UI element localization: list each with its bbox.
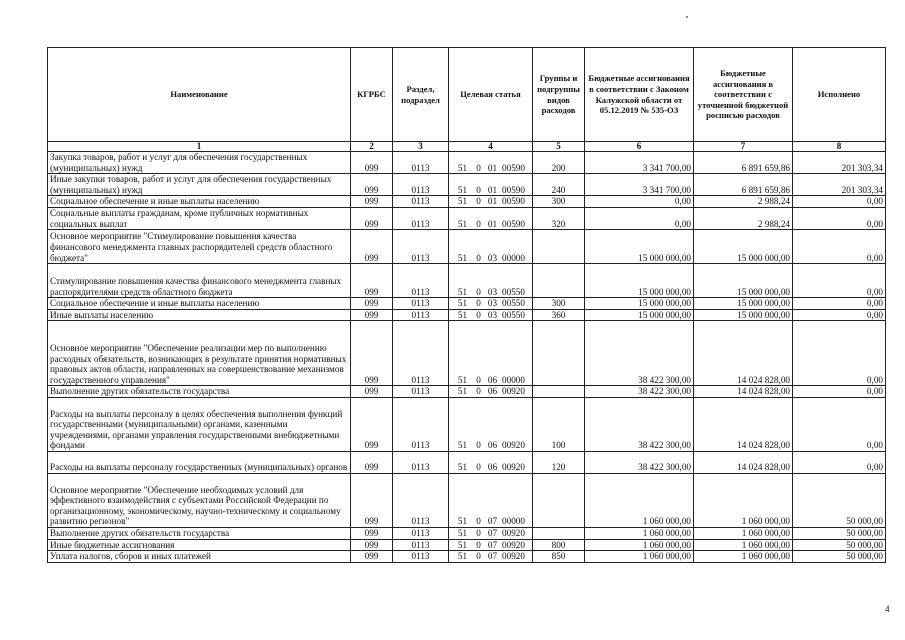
target-article-code <box>454 287 528 298</box>
target-article-code <box>454 551 528 562</box>
row-kgrbs: 099 <box>351 321 393 386</box>
row-group: 300 <box>533 298 585 310</box>
row-law-amount: 3 341 700,00 <box>585 174 694 196</box>
row-section: 0113 <box>393 309 449 321</box>
target-article-part: 00000 <box>502 374 525 385</box>
row-refined-amount: 1 060 000,00 <box>694 539 793 551</box>
row-executed-amount: 201 303,34 <box>793 174 886 196</box>
row-group: 240 <box>533 174 585 196</box>
target-article-code <box>454 516 528 527</box>
row-kgrbs: 099 <box>351 527 393 539</box>
table-row <box>48 451 886 473</box>
row-group: 300 <box>533 196 585 208</box>
column-number: 5 <box>533 142 585 152</box>
target-article-part: 06 <box>487 386 498 397</box>
row-name: Расходы на выплаты персоналу в целях обеспечения выполнения функций государственными (муниципальными) органами, казенными учреждениями, органами управления государственными внебюджетными фондами <box>48 397 351 451</box>
table-row <box>48 473 886 527</box>
row-section: 0113 <box>393 451 449 473</box>
target-article-part: 00920 <box>502 527 525 538</box>
row-refined-amount: 14 024 828,00 <box>694 321 793 386</box>
row-kgrbs: 099 <box>351 207 393 229</box>
target-article-part: 06 <box>487 374 498 385</box>
row-refined-amount: 14 024 828,00 <box>694 397 793 451</box>
row-refined-amount: 15 000 000,00 <box>694 230 793 264</box>
row-group: 360 <box>533 309 585 321</box>
row-refined-amount: 1 060 000,00 <box>694 551 793 563</box>
target-article-part: 00920 <box>502 551 525 562</box>
target-article-part: 00550 <box>502 309 525 320</box>
row-refined-amount: 15 000 000,00 <box>694 264 793 298</box>
column-number: 4 <box>449 142 533 152</box>
target-article-code <box>454 219 528 230</box>
row-section: 0113 <box>393 539 449 551</box>
table-row <box>48 397 886 451</box>
table-row <box>48 386 886 398</box>
target-article-part: 07 <box>487 551 498 562</box>
target-article-code <box>454 163 528 174</box>
target-article-part: 00550 <box>502 298 525 309</box>
row-refined-amount: 1 060 000,00 <box>694 527 793 539</box>
row-group: 200 <box>533 152 585 174</box>
row-name: Иные закупки товаров, работ и услуг для обеспечения государственных (муниципальных) нужд <box>48 174 351 196</box>
table-row <box>48 207 886 229</box>
target-article-part: 00920 <box>502 386 525 397</box>
target-article-part: 0 <box>476 252 481 263</box>
target-article-code <box>454 540 528 551</box>
target-article-part: 00920 <box>502 539 525 550</box>
header-refined: Бюджетные ассигнования в соответствии с уточненной бюджетной росписью расходов <box>694 48 793 142</box>
target-article-part: 0 <box>476 218 481 229</box>
row-kgrbs: 099 <box>351 539 393 551</box>
target-article-part: 00590 <box>502 196 525 207</box>
row-name: Иные выплаты населению <box>48 309 351 321</box>
target-article-code <box>454 196 528 207</box>
row-refined-amount: 2 988,24 <box>694 207 793 229</box>
row-refined-amount: 15 000 000,00 <box>694 309 793 321</box>
target-article-part: 51 <box>457 374 468 385</box>
row-name: Основное мероприятие "Обеспечение необходимых условий для эффективного взаимодействия с субъектами Российской Федерации по организационному, экономическому, научно-техническому и социальному развитию регионов" <box>48 473 351 527</box>
target-article-part: 0 <box>476 184 481 195</box>
row-name: Выполнение других обязательств государства <box>48 386 351 398</box>
target-article-part: 0 <box>476 162 481 173</box>
target-article-part: 01 <box>487 184 498 195</box>
row-target-article <box>449 174 533 196</box>
target-article-part: 51 <box>457 440 468 451</box>
row-name: Социальное обеспечение и иные выплаты населению <box>48 298 351 310</box>
row-target-article <box>449 551 533 563</box>
target-article-part: 51 <box>457 309 468 320</box>
row-law-amount: 0,00 <box>585 196 694 208</box>
row-name: Основное мероприятие "Стимулирование повышения качества финансового менеджмента главных распорядителей средств областного бюджета" <box>48 230 351 264</box>
row-target-article <box>449 152 533 174</box>
row-executed-amount: 0,00 <box>793 196 886 208</box>
row-name: Основное мероприятие "Обеспечение реализации мер по выполнению расходных обязательств, возникающих в результате принятия нормативных правовых актов области, направленных на совершенствование механизмов государственного управления" <box>48 321 351 386</box>
target-article-part: 01 <box>487 196 498 207</box>
row-section: 0113 <box>393 152 449 174</box>
target-article-part: 51 <box>457 551 468 562</box>
row-target-article <box>449 527 533 539</box>
row-section: 0113 <box>393 473 449 527</box>
target-article-part: 0 <box>476 462 481 473</box>
row-law-amount: 1 060 000,00 <box>585 473 694 527</box>
row-section: 0113 <box>393 196 449 208</box>
target-article-part: 03 <box>487 286 498 297</box>
target-article-part: 51 <box>457 162 468 173</box>
page-number: 4 <box>885 604 890 614</box>
row-group <box>533 473 585 527</box>
row-executed-amount: 50 000,00 <box>793 473 886 527</box>
target-article-part: 0 <box>476 516 481 527</box>
row-name: Выполнение других обязательств государства <box>48 527 351 539</box>
row-group <box>533 527 585 539</box>
row-executed-amount: 0,00 <box>793 451 886 473</box>
target-article-part: 51 <box>457 462 468 473</box>
row-kgrbs: 099 <box>351 451 393 473</box>
row-executed-amount: 0,00 <box>793 321 886 386</box>
row-executed-amount: 50 000,00 <box>793 527 886 539</box>
row-section: 0113 <box>393 264 449 298</box>
target-article-part: 03 <box>487 298 498 309</box>
target-article-part: 00000 <box>502 516 525 527</box>
column-number: 2 <box>351 142 393 152</box>
table-row <box>48 527 886 539</box>
target-article-part: 0 <box>476 527 481 538</box>
row-group <box>533 386 585 398</box>
table-row <box>48 230 886 264</box>
target-article-part: 0 <box>476 440 481 451</box>
row-refined-amount: 15 000 000,00 <box>694 298 793 310</box>
target-article-part: 0 <box>476 551 481 562</box>
target-article-part: 00920 <box>502 462 525 473</box>
row-kgrbs: 099 <box>351 298 393 310</box>
row-target-article <box>449 397 533 451</box>
row-target-article <box>449 309 533 321</box>
target-article-code <box>454 375 528 386</box>
row-section: 0113 <box>393 230 449 264</box>
column-number: 6 <box>585 142 694 152</box>
row-executed-amount: 0,00 <box>793 298 886 310</box>
row-group: 120 <box>533 451 585 473</box>
table-row <box>48 321 886 386</box>
row-group <box>533 230 585 264</box>
row-executed-amount: 0,00 <box>793 397 886 451</box>
target-article-part: 06 <box>487 440 498 451</box>
row-kgrbs: 099 <box>351 264 393 298</box>
column-number: 3 <box>393 142 449 152</box>
budget-execution-table <box>47 47 886 563</box>
row-group: 850 <box>533 551 585 563</box>
target-article-part: 51 <box>457 286 468 297</box>
target-article-part: 0 <box>476 196 481 207</box>
row-section: 0113 <box>393 551 449 563</box>
row-group: 800 <box>533 539 585 551</box>
target-article-part: 0 <box>476 309 481 320</box>
row-kgrbs: 099 <box>351 230 393 264</box>
table-row <box>48 298 886 310</box>
target-article-part: 00590 <box>502 218 525 229</box>
row-refined-amount: 6 891 659,86 <box>694 174 793 196</box>
row-name: Расходы на выплаты персоналу государственных (муниципальных) органов <box>48 451 351 473</box>
row-kgrbs: 099 <box>351 397 393 451</box>
table-row <box>48 539 886 551</box>
header-executed: Исполнено <box>793 48 886 142</box>
header-law: Бюджетные ассигнования в соответствии с Законом Калужской области от 05.12.2019 № 535-ОЗ <box>585 48 694 142</box>
row-refined-amount: 2 988,24 <box>694 196 793 208</box>
row-target-article <box>449 321 533 386</box>
target-article-part: 51 <box>457 386 468 397</box>
row-name: Стимулирование повышения качества финансового менеджмента главных распорядителями средств областного бюджета <box>48 264 351 298</box>
column-number: 8 <box>793 142 886 152</box>
row-target-article <box>449 451 533 473</box>
row-target-article <box>449 207 533 229</box>
row-executed-amount: 0,00 <box>793 309 886 321</box>
row-executed-amount: 201 303,34 <box>793 152 886 174</box>
target-article-part: 01 <box>487 218 498 229</box>
target-article-part: 51 <box>457 196 468 207</box>
target-article-part: 51 <box>457 527 468 538</box>
row-kgrbs: 099 <box>351 196 393 208</box>
row-law-amount: 15 000 000,00 <box>585 309 694 321</box>
row-section: 0113 <box>393 527 449 539</box>
row-section: 0113 <box>393 386 449 398</box>
target-article-part: 01 <box>487 162 498 173</box>
row-law-amount: 0,00 <box>585 207 694 229</box>
target-article-code <box>454 253 528 264</box>
row-section: 0113 <box>393 298 449 310</box>
header-row <box>48 48 886 142</box>
row-executed-amount: 50 000,00 <box>793 539 886 551</box>
target-article-part: 00000 <box>502 252 525 263</box>
table-row <box>48 309 886 321</box>
target-article-part: 03 <box>487 309 498 320</box>
row-name: Социальные выплаты гражданам, кроме публичных нормативных социальных выплат <box>48 207 351 229</box>
header-group: Группы и подгруппы видов расходов <box>533 48 585 142</box>
row-target-article <box>449 196 533 208</box>
row-refined-amount: 6 891 659,86 <box>694 152 793 174</box>
header-name: Наименование <box>48 48 351 142</box>
row-group <box>533 264 585 298</box>
row-section: 0113 <box>393 321 449 386</box>
row-target-article <box>449 298 533 310</box>
target-article-code <box>454 440 528 451</box>
row-kgrbs: 099 <box>351 386 393 398</box>
target-article-part: 51 <box>457 516 468 527</box>
row-group: 100 <box>533 397 585 451</box>
target-article-code <box>454 185 528 196</box>
row-executed-amount: 0,00 <box>793 264 886 298</box>
row-target-article <box>449 264 533 298</box>
target-article-part: 0 <box>476 286 481 297</box>
target-article-code <box>454 462 528 473</box>
target-article-part: 0 <box>476 298 481 309</box>
header-section: Раздел, подраздел <box>393 48 449 142</box>
row-law-amount: 38 422 300,00 <box>585 397 694 451</box>
speck-mark <box>686 16 688 18</box>
table-row <box>48 196 886 208</box>
row-group: 320 <box>533 207 585 229</box>
row-law-amount: 15 000 000,00 <box>585 230 694 264</box>
row-refined-amount: 14 024 828,00 <box>694 451 793 473</box>
target-article-part: 51 <box>457 184 468 195</box>
row-law-amount: 15 000 000,00 <box>585 298 694 310</box>
row-refined-amount: 1 060 000,00 <box>694 473 793 527</box>
target-article-part: 03 <box>487 252 498 263</box>
target-article-part: 0 <box>476 539 481 550</box>
target-article-part: 0 <box>476 374 481 385</box>
target-article-code <box>454 310 528 321</box>
target-article-part: 51 <box>457 539 468 550</box>
target-article-part: 00550 <box>502 286 525 297</box>
row-law-amount: 1 060 000,00 <box>585 527 694 539</box>
target-article-part: 06 <box>487 462 498 473</box>
table-row <box>48 174 886 196</box>
target-article-part: 00920 <box>502 440 525 451</box>
target-article-code <box>454 528 528 539</box>
row-law-amount: 38 422 300,00 <box>585 321 694 386</box>
target-article-part: 00590 <box>502 162 525 173</box>
target-article-part: 07 <box>487 516 498 527</box>
target-article-part: 07 <box>487 539 498 550</box>
row-name: Уплата налогов, сборов и иных платежей <box>48 551 351 563</box>
column-number: 7 <box>694 142 793 152</box>
row-executed-amount: 0,00 <box>793 230 886 264</box>
header-kgrbs: КГРБС <box>351 48 393 142</box>
row-law-amount: 38 422 300,00 <box>585 386 694 398</box>
row-kgrbs: 099 <box>351 309 393 321</box>
row-group <box>533 321 585 386</box>
table-row <box>48 264 886 298</box>
table-row <box>48 152 886 174</box>
row-executed-amount: 50 000,00 <box>793 551 886 563</box>
row-name: Иные бюджетные ассигнования <box>48 539 351 551</box>
column-number: 1 <box>48 142 351 152</box>
row-law-amount: 15 000 000,00 <box>585 264 694 298</box>
row-law-amount: 38 422 300,00 <box>585 451 694 473</box>
row-law-amount: 3 341 700,00 <box>585 152 694 174</box>
row-target-article <box>449 386 533 398</box>
column-number-row <box>48 142 886 152</box>
target-article-part: 07 <box>487 527 498 538</box>
row-target-article <box>449 473 533 527</box>
row-law-amount: 1 060 000,00 <box>585 551 694 563</box>
target-article-part: 51 <box>457 218 468 229</box>
target-article-part: 0 <box>476 386 481 397</box>
header-target: Целевая статья <box>449 48 533 142</box>
row-section: 0113 <box>393 174 449 196</box>
row-executed-amount: 0,00 <box>793 386 886 398</box>
row-kgrbs: 099 <box>351 174 393 196</box>
target-article-part: 00590 <box>502 184 525 195</box>
target-article-code <box>454 386 528 397</box>
table-row <box>48 551 886 563</box>
row-section: 0113 <box>393 397 449 451</box>
row-kgrbs: 099 <box>351 473 393 527</box>
row-name: Социальное обеспечение и иные выплаты населению <box>48 196 351 208</box>
row-kgrbs: 099 <box>351 551 393 563</box>
row-law-amount: 1 060 000,00 <box>585 539 694 551</box>
target-article-part: 51 <box>457 298 468 309</box>
row-refined-amount: 14 024 828,00 <box>694 386 793 398</box>
row-executed-amount: 0,00 <box>793 207 886 229</box>
row-target-article <box>449 230 533 264</box>
row-kgrbs: 099 <box>351 152 393 174</box>
row-name: Закупка товаров, работ и услуг для обеспечения государственных (муниципальных) нужд <box>48 152 351 174</box>
row-target-article <box>449 539 533 551</box>
target-article-part: 51 <box>457 252 468 263</box>
row-section: 0113 <box>393 207 449 229</box>
target-article-code <box>454 298 528 309</box>
